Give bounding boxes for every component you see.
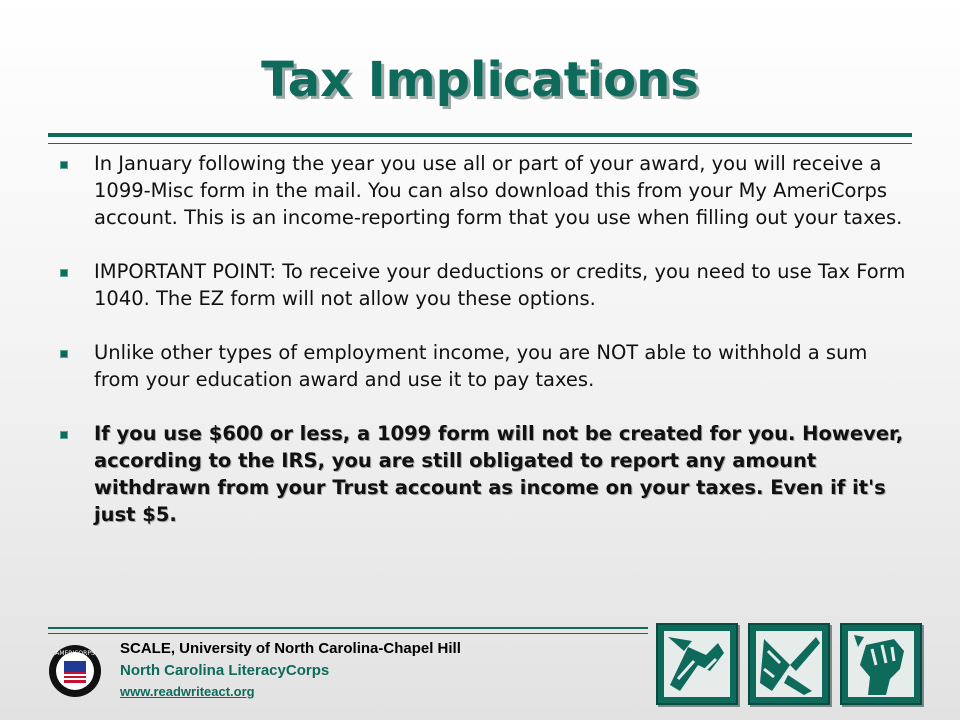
footer-divider-thin bbox=[48, 633, 648, 634]
bullet-spacer bbox=[58, 312, 908, 339]
slide-title: Tax Implications bbox=[261, 52, 699, 108]
square-bullet-icon bbox=[60, 350, 68, 358]
bullet-item bbox=[58, 150, 908, 231]
bullet-item-emphasis bbox=[58, 420, 908, 528]
bullet-text: IMPORTANT POINT: To receive your deductions or credits, you need to use Tax Form 1040. The EZ form will not allow you these options. bbox=[94, 260, 906, 310]
bullet-item bbox=[58, 258, 908, 312]
program-name: North Carolina LiteracyCorps bbox=[120, 662, 330, 679]
hands-writing-icon bbox=[656, 623, 738, 705]
bullet-spacer bbox=[58, 231, 908, 258]
bullet-text: In January following the year you use all or part of your award, you will receive a 1099-Misc form in the mail. You can also download this from your My AmeriCorps account. This is an income-reporting form that you use when filling out your taxes. bbox=[94, 152, 903, 229]
raised-fist-icon bbox=[840, 623, 922, 705]
bullet-list bbox=[58, 150, 908, 528]
americorps-seal-icon bbox=[48, 644, 102, 698]
square-bullet-icon bbox=[60, 431, 68, 439]
bullet-text: If you use $600 or less, a 1099 form will not be created for you. However, according to the IRS, you are still obligated to report any amount withdrawn from your Trust account as income on your taxes. Even if it's just $5. bbox=[94, 422, 904, 526]
website-link[interactable]: www.readwriteact.org bbox=[120, 684, 255, 699]
bullet-spacer bbox=[58, 393, 908, 420]
title-divider-thick bbox=[48, 133, 912, 137]
seal-lettering: AMERICORPS bbox=[55, 650, 95, 657]
bullet-text: Unlike other types of employment income, you are NOT able to withhold a sum from your education award and use it to pay taxes. bbox=[94, 341, 868, 391]
title-divider-thin bbox=[48, 143, 912, 144]
footer-divider-thick bbox=[48, 627, 648, 629]
square-bullet-icon bbox=[60, 269, 68, 277]
hand-pen-icon bbox=[748, 623, 830, 705]
institution-name: SCALE, University of North Carolina-Chapel Hill bbox=[120, 640, 461, 657]
bullet-item bbox=[58, 339, 908, 393]
square-bullet-icon bbox=[60, 161, 68, 169]
